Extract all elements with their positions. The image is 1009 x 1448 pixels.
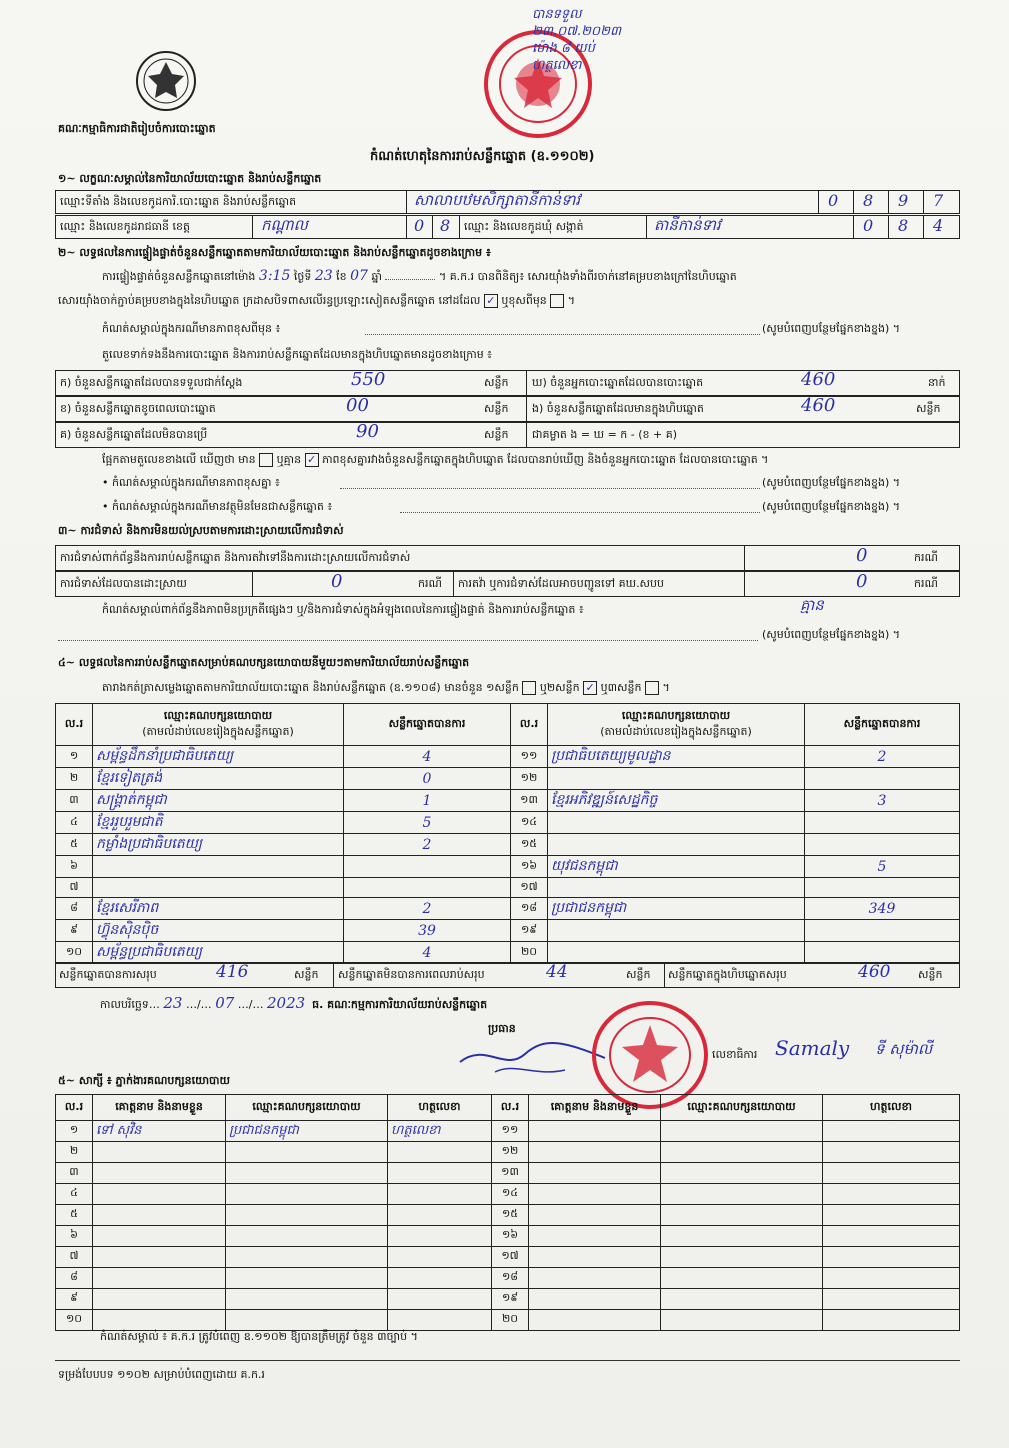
witness-name [529, 1289, 661, 1310]
sec1-row2 [55, 215, 960, 239]
witness-name [529, 1226, 661, 1247]
section-3-heading: ៣~ ការជំទាស់ និងការមិនយល់ស្របតាមការដោះស្រាយលើការជំទាស់ [58, 524, 344, 537]
day-label: ថ្ងៃទី [293, 270, 312, 283]
count-b-label: ខ) ចំនួនសន្លឹកឆ្នោតខូចពេលបោះឆ្នោត [60, 402, 216, 415]
date-label: កាលបរិច្ឆេទ [100, 998, 149, 1011]
secretary-name: ទី សុម៉ាលី [875, 1040, 933, 1058]
province-code-2: 8 [440, 216, 451, 235]
party-name: ហ៊្វុនស៊ិនប៉ិច [93, 920, 344, 942]
unit-sheet: សន្លឹក [484, 376, 509, 389]
unit-sheet: សន្លឹក [916, 402, 941, 415]
party-name: ខ្មែរអភិវឌ្ឍន៍សេដ្ឋកិច្ច [548, 790, 805, 812]
witness-signature [388, 1289, 492, 1310]
year-label: ឆ្នាំ [371, 270, 382, 283]
forwarded-count: 0 [856, 571, 868, 592]
count-formula: ជាគម្លាត ង = ឃ = ក - (ខ + គ) [532, 428, 677, 441]
table-row [56, 1184, 960, 1205]
party-name [548, 812, 805, 834]
total-invalid-label: សន្លឹកឆ្នោតមិនបានការពេលរាប់សរុប [338, 968, 485, 981]
changed-label: ឬខុសពីមុន [501, 294, 547, 307]
date-year: 2023 [266, 994, 306, 1012]
vote-count [805, 834, 960, 856]
table-row [56, 920, 960, 942]
fill-note-3: (សូមបំពេញបន្ថែមផ្នែកខាងខ្នង) ។ [762, 500, 901, 513]
commune-code-1: 0 [863, 216, 874, 235]
row-no: ១៥ [492, 1205, 529, 1226]
none-label: ឬគ្មាន [276, 453, 302, 466]
sign-committee: ធ. គណៈកម្មការការិយាល័យរាប់សន្លឹកឆ្នោត [312, 998, 488, 1011]
vote-count [805, 920, 960, 942]
count-c-label: គ) ចំនួនសន្លឹកឆ្នោតដែលមិនបានប្រើ [60, 428, 208, 441]
month-label: ខែ [336, 270, 347, 283]
table-row [56, 878, 960, 898]
station-code-4: 7 [933, 191, 944, 210]
party-name: ខ្មែរទៀតត្រង់ [93, 768, 344, 790]
section-1-heading: ១~ លក្ខណៈសម្គាល់នៃការិយាល័យបោះឆ្នោត និងរាប់សន្លឹកឆ្នោត [58, 172, 322, 185]
vote-count: 2 [344, 898, 511, 920]
row-no: ១៧ [492, 1247, 529, 1268]
stamp-note-line-1: បានទទួល [532, 7, 582, 22]
form-reference: ទម្រង់បែបបទ ១១០២ សម្រាប់បំពេញដោយ គ.ក.រ [58, 1368, 265, 1381]
witness-signature [823, 1289, 960, 1310]
unit-case: ករណី [914, 551, 938, 564]
party-name [548, 834, 805, 856]
total-valid-label: សន្លឹកឆ្នោតបានការសរុប [59, 968, 157, 981]
party-name [548, 920, 805, 942]
committee-name: គណៈកម្មាធិការជាតិរៀបចំការបោះឆ្នោត [58, 122, 216, 135]
row-no: ២០ [492, 1310, 529, 1331]
sheet-count-line: តារាងកត់ត្រាសម្លេងឆ្នោតតាមការិយាល័យបោះឆ្នោត និងរាប់សន្លឹកឆ្នោត (ឧ.១១០៨) មានចំនួន ១សន្លឹក ឬ២សន្លឹក ✓ ឬ៣សន្លឹក ។ [102, 681, 670, 694]
col-party-sub: (តាមលំដាប់លេខរៀងក្នុងសន្លឹកឆ្នោត) [600, 724, 752, 738]
party-name [548, 768, 805, 790]
vote-count: 0 [344, 768, 511, 790]
fill-note-2: (សូមបំពេញបន្ថែមផ្នែកខាងខ្នង) ។ [762, 476, 901, 489]
table-row [56, 768, 960, 790]
row-no: ៥ [56, 1205, 93, 1226]
section-5-heading: ៥~ សាក្សី ៖ ភ្នាក់ងារគណបក្សនយោបាយ [58, 1074, 231, 1087]
stamp-note-line-2: ២៣.០៧.២០២៣ [532, 24, 622, 39]
witness-name [529, 1121, 661, 1142]
witness-party [661, 1310, 823, 1331]
row-no: ១៥ [511, 834, 548, 856]
table-row [56, 898, 960, 920]
witness-name [93, 1310, 226, 1331]
nec-emblem-icon [135, 50, 197, 112]
count-d-value: 460 [801, 369, 836, 390]
row-no: ៨ [56, 898, 93, 920]
table-row [56, 746, 960, 768]
row-no: ១១ [511, 746, 548, 768]
witness-party [226, 1142, 388, 1163]
witness-party [661, 1163, 823, 1184]
witness-party [661, 1289, 823, 1310]
table-row [56, 790, 960, 812]
row-no: ១២ [511, 768, 548, 790]
witness-signature [388, 1163, 492, 1184]
party-name: ប្រជាធិបតេយ្យមូលដ្ឋាន [548, 746, 805, 768]
irregularity-note-label: កំណត់សម្គាល់ពាក់ព័ន្ធនឹងភាពមិនប្រក្រតីផ្សេងៗ ឬ/និងការជំទាស់ក្នុងអំឡុងពេលនៃការផ្ទៀងផ្ទាត់ និងការរាប់សន្លឹកឆ្នោត ៖ [102, 603, 584, 616]
row-no: ១៣ [492, 1163, 529, 1184]
witness-signature [388, 1184, 492, 1205]
irregularity-note-value: គ្មាន [800, 596, 824, 614]
witness-party [226, 1226, 388, 1247]
vote-count: 5 [805, 856, 960, 878]
witness-name [529, 1163, 661, 1184]
witness-party [661, 1205, 823, 1226]
table-row [56, 1163, 960, 1184]
col-party: ឈ្មោះគណបក្សនយោបាយ [226, 1095, 388, 1121]
complaint-row-1 [55, 545, 960, 571]
row-no: ១៦ [492, 1226, 529, 1247]
witness-party [661, 1268, 823, 1289]
date-day: 23 [163, 994, 183, 1012]
two-sheet-checkbox[interactable]: ✓ [583, 681, 597, 695]
row-no: ៦ [56, 1226, 93, 1247]
row-no: ១៣ [511, 790, 548, 812]
witness-name [529, 1205, 661, 1226]
count-a-label: ក) ចំនួនសន្លឹកឆ្នោតដែលបានទទួលជាក់ស្តែង [60, 376, 243, 389]
date-month: 07 [215, 994, 235, 1012]
party-name [93, 856, 344, 878]
sec1-row1 [55, 190, 960, 214]
bullet-diff-note: • កំណត់សម្គាល់ក្នុងករណីមានភាពខុសគ្នា ៖ [102, 476, 280, 489]
station-code-3: 9 [898, 191, 909, 210]
count-a-value: 550 [351, 369, 386, 390]
fill-note-1: (សូមបំពេញបន្ថែមផ្នែកខាងខ្នង) ។ [762, 322, 901, 335]
verify-day: 23 [314, 268, 333, 284]
col-no: ល.រ [492, 1095, 529, 1121]
row-no: ១៨ [492, 1268, 529, 1289]
row-no: ១ [56, 1121, 93, 1142]
witness-name [529, 1310, 661, 1331]
row-no: ១០ [56, 942, 93, 964]
table-row [56, 812, 960, 834]
row-no: ៤ [56, 1184, 93, 1205]
commune-code-3: 4 [933, 216, 944, 235]
total-box-label: សន្លឹកឆ្នោតក្នុងហិបឆ្នោតសរុប [668, 968, 787, 981]
complaint-row-2 [55, 571, 960, 597]
count-row-a [55, 370, 960, 396]
witness-signature [823, 1310, 960, 1331]
row-no: ៨ [56, 1268, 93, 1289]
party-name: ខ្មែររួបរួមជាតិ [93, 812, 344, 834]
change-note-label: កំណត់សម្គាល់ក្នុងករណីមានភាពខុសពីមុន ៖ [102, 322, 281, 335]
row-no: ៧ [56, 1247, 93, 1268]
col-party [548, 704, 805, 746]
vote-count: 1 [344, 790, 511, 812]
three-sheet-checkbox[interactable] [645, 681, 659, 695]
witness-party [661, 1142, 823, 1163]
vote-count: 2 [805, 746, 960, 768]
row-no: ៣ [56, 1163, 93, 1184]
vote-count [805, 878, 960, 898]
witness-name [93, 1268, 226, 1289]
intact-checkbox[interactable]: ✓ [484, 294, 498, 308]
witness-name [93, 1205, 226, 1226]
witness-signature [823, 1142, 960, 1163]
witness-name [529, 1184, 661, 1205]
witness-name [529, 1268, 661, 1289]
form-title: កំណត់ហេតុនៃការរាប់សន្លឹកឆ្នោត (ឧ.១១០២) [370, 149, 595, 164]
witness-party [226, 1184, 388, 1205]
witness-party [226, 1310, 388, 1331]
col-party-title: ឈ្មោះគណបក្សនយោបាយ [163, 708, 273, 722]
row-no: ២០ [511, 942, 548, 964]
col-no: ល.រ [56, 1095, 93, 1121]
no-diff-checkbox[interactable]: ✓ [305, 453, 319, 467]
vote-count: 2 [344, 834, 511, 856]
witness-signature [388, 1310, 492, 1331]
col-votes: សន្លឹកឆ្នោតបានការ [805, 704, 960, 746]
unit-sheet: សន្លឹក [484, 402, 509, 415]
witness-signature [823, 1226, 960, 1247]
witness-signature [388, 1205, 492, 1226]
witness-name [529, 1142, 661, 1163]
verify-line-2: សោរយ៉ាំងចាក់ភ្ជាប់គម្របខាងក្នុងនៃហិបឆ្នោត ក្រដាសបិទពាសលើរន្ធប្រឡោះសៀតសន្លឹកឆ្នោត នៅដដែល ✓ ឬខុសពីមុន ។ [58, 294, 576, 307]
table-row [56, 1289, 960, 1310]
col-no: ល.រ [511, 704, 548, 746]
table-row [56, 1268, 960, 1289]
resolved-count: 0 [331, 571, 343, 592]
unit-sheet: សន្លឹក [918, 968, 943, 981]
vote-count [805, 942, 960, 964]
forwarded-label: ការតវ៉ា ឬការជំទាស់ដែលអាចបញ្ជូនទៅ គឃ.សបប [458, 577, 664, 590]
section-2-heading: ២~ លទ្ធផលនៃការផ្ទៀងផ្ទាត់ចំនួនសន្លឹកឆ្នោតតាមការិយាល័យបោះឆ្នោត និងរាប់សន្លឹកឆ្នោតដូចខាងក្រោម ៖ [58, 246, 491, 259]
verify-time: 3:15 [258, 268, 291, 284]
received-note [532, 6, 621, 74]
col-votes: សន្លឹកឆ្នោតបានការ [344, 704, 511, 746]
secretary-signature: Samaly [775, 1036, 850, 1060]
witness-signature: ហត្ថលេខា [388, 1121, 492, 1142]
witness-name [93, 1142, 226, 1163]
witness-signature [388, 1142, 492, 1163]
party-name: សង្គ្រាត់កម្ពុជា [93, 790, 344, 812]
witness-name [93, 1289, 226, 1310]
vote-count: 39 [344, 920, 511, 942]
commune-code-2: 8 [898, 216, 909, 235]
date-line: កាលបរិច្ឆេទ… 23 …/… 07 …/… 2023 ធ. គណៈកម្មការការិយាល័យរាប់សន្លឹកឆ្នោត [100, 994, 488, 1012]
witness-signature [823, 1268, 960, 1289]
party-name: សម្ព័ន្ធប្រជាធិបតេយ្យ [93, 942, 344, 964]
chair-label: ប្រធាន [488, 1022, 516, 1035]
witness-signature [823, 1184, 960, 1205]
count-e-label: ង) ចំនួនសន្លឹកឆ្នោតដែលមានក្នុងហិបឆ្នោត [532, 402, 704, 415]
commune-label: ឈ្មោះ និងលេខកូដឃុំ សង្កាត់ [464, 220, 584, 233]
results-table [55, 703, 960, 964]
party-name [548, 942, 805, 964]
one-sheet-checkbox[interactable] [522, 681, 536, 695]
vote-count: 349 [805, 898, 960, 920]
row-no: ១២ [492, 1142, 529, 1163]
verify-time-label: ការផ្ទៀងផ្ទាត់ចំនួនសន្លឹកឆ្នោតនៅម៉ោង [102, 270, 256, 283]
table-row [56, 1205, 960, 1226]
row-no: ១ [56, 746, 93, 768]
row-no: ១៩ [511, 920, 548, 942]
witness-party [661, 1247, 823, 1268]
vote-count: 3 [805, 790, 960, 812]
witness-signature [388, 1268, 492, 1289]
unit-case: ករណី [418, 577, 442, 590]
table-row [56, 1142, 960, 1163]
col-no: ល.រ [56, 704, 93, 746]
row-no: ៤ [56, 812, 93, 834]
witness-party [226, 1205, 388, 1226]
verify-text: ។ គ.ក.រ បានពិនិត្យ៖ សោរយ៉ាំងទាំងពីរចាក់នៅគម្របខាងក្រៅនៃហិបឆ្នោត [438, 270, 737, 283]
row-no: ១៤ [511, 812, 548, 834]
party-name: យុវជនកម្ពុជា [548, 856, 805, 878]
col-party: ឈ្មោះគណបក្សនយោបាយ [661, 1095, 823, 1121]
row-no: ១៧ [511, 878, 548, 898]
complaint-label: ការជំទាស់ពាក់ព័ន្ធនឹងការរាប់សន្លឹកឆ្នោត និងការតវ៉ាទៅនឹងការដោះស្រាយលើការជំទាស់ [60, 551, 411, 564]
table-row [56, 834, 960, 856]
province-label: ឈ្មោះ និងលេខកូដរាជធានី ខេត្ត [60, 220, 190, 233]
province-name: កណ្តាល [261, 216, 308, 234]
has-diff-checkbox[interactable] [259, 453, 273, 467]
fill-note-4: (សូមបំពេញបន្ថែមផ្នែកខាងខ្នង) ។ [762, 628, 901, 641]
count-row-b [55, 396, 960, 422]
vote-count [805, 812, 960, 834]
section-4-heading: ៤~ លទ្ធផលនៃការរាប់សន្លឹកឆ្នោតសម្រាប់គណបក្សនយោបាយនីមួយៗតាមការិយាល័យរាប់សន្លឹកឆ្នោត [58, 656, 470, 669]
row-no: ១១ [492, 1121, 529, 1142]
witness-signature [823, 1247, 960, 1268]
witness-name [93, 1184, 226, 1205]
count-e-value: 460 [801, 395, 836, 416]
witness-signature [823, 1121, 960, 1142]
row-no: ៥ [56, 834, 93, 856]
table-row [56, 856, 960, 878]
row-no: ៣ [56, 790, 93, 812]
witness-party [661, 1121, 823, 1142]
diff-text: ភាពខុសគ្នារវាងចំនួនសន្លឹកឆ្នោតក្នុងហិបឆ្នោត ដែលបានរាប់ឃើញ និងចំនួនអ្នកបោះឆ្នោត ដែលបានបោះឆ្នោត ។ [322, 453, 769, 466]
count-b-value: 00 [346, 395, 369, 416]
table-row [56, 1121, 960, 1142]
secretary-label: លេខាធិការ [712, 1048, 758, 1061]
unit-sheet: សន្លឹក [626, 968, 651, 981]
station-code-1: 0 [828, 191, 839, 210]
unit-sheet: សន្លឹក [294, 968, 319, 981]
col-party-sub: (តាមលំដាប់លេខរៀងក្នុងសន្លឹកឆ្នោត) [142, 724, 294, 738]
row-no: ១៩ [492, 1289, 529, 1310]
vote-count [805, 768, 960, 790]
diff-line [102, 453, 768, 469]
row-no: ៦ [56, 856, 93, 878]
count-row-c [55, 422, 960, 448]
stamp-note-line-4: ហត្ថលេខា [532, 58, 582, 73]
vote-count: 4 [344, 746, 511, 768]
witness-table [55, 1094, 960, 1331]
counts-intro: តួលេខទាក់ទងនឹងការបោះឆ្នោត និងការរាប់សន្លឹកឆ្នោតដែលមានក្នុងហិបឆ្នោតមានដូចខាងក្រោម ៖ [102, 348, 493, 361]
commune-name: តានីកាន់ទាវ [654, 216, 721, 234]
verify-line-1 [102, 268, 737, 286]
col-name: គោត្តនាម និងនាមខ្លួន [529, 1095, 661, 1121]
witness-name [93, 1163, 226, 1184]
col-sign: ហត្ថលេខា [388, 1095, 492, 1121]
seal-text: សោរយ៉ាំងចាក់ភ្ជាប់គម្របខាងក្នុងនៃហិបឆ្នោត ក្រដាសបិទពាសលើរន្ធប្រឡោះសៀតសន្លឹកឆ្នោត នៅដដែល [58, 294, 481, 307]
table-row [56, 1310, 960, 1331]
two-sheet-label: ឬ២សន្លឹក [539, 681, 580, 694]
party-name: កម្លាំងប្រជាធិបតេយ្យ [93, 834, 344, 856]
table-row [56, 942, 960, 964]
witness-party: ប្រជាជនកម្ពុជា [226, 1121, 388, 1142]
footer-note: កំណត់សម្គាល់ ៖ គ.ក.រ ត្រូវបំពេញ ឧ.១១០២ ឱ្យបានត្រឹមត្រូវ ចំនួន ៣ច្បាប់ ។ [100, 1330, 418, 1343]
station-code-2: 8 [863, 191, 874, 210]
total-box: 460 [858, 962, 891, 982]
bullet-object-note: • កំណត់សម្គាល់ក្នុងករណីមានវត្ថុមិនមែនជាសន្លឹកឆ្នោត ៖ [102, 500, 333, 513]
row-no: ១៨ [511, 898, 548, 920]
row-no: ១០ [56, 1310, 93, 1331]
col-sign: ហត្ថលេខា [823, 1095, 960, 1121]
row-no: ៩ [56, 920, 93, 942]
witness-party [661, 1184, 823, 1205]
party-name: ប្រជាជនកម្ពុជា [548, 898, 805, 920]
party-name: សម្ព័ន្ធដឹកនាំប្រជាធិបតេយ្យ [93, 746, 344, 768]
col-party-title: ឈ្មោះគណបក្សនយោបាយ [621, 708, 731, 722]
unit-sheet: សន្លឹក [484, 428, 509, 441]
witness-signature [388, 1226, 492, 1247]
sheet-count-intro: តារាងកត់ត្រាសម្លេងឆ្នោតតាមការិយាល័យបោះឆ្នោត និងរាប់សន្លឹកឆ្នោត (ឧ.១១០៨) មានចំនួន ១សន្លឹក [102, 681, 519, 694]
witness-name [93, 1247, 226, 1268]
party-name [93, 878, 344, 898]
vote-count: 4 [344, 942, 511, 964]
row-no: ៩ [56, 1289, 93, 1310]
province-code-1: 0 [414, 216, 425, 235]
vote-count: 5 [344, 812, 511, 834]
total-invalid: 44 [546, 962, 568, 982]
witness-party [226, 1268, 388, 1289]
row-no: ២ [56, 768, 93, 790]
col-party [93, 704, 344, 746]
witness-party [661, 1226, 823, 1247]
row-no: ១៤ [492, 1184, 529, 1205]
verify-month: 07 [350, 268, 368, 284]
totals-row [55, 962, 960, 988]
row-no: ២ [56, 1142, 93, 1163]
unit-case: ករណី [914, 577, 938, 590]
three-sheet-label: ឬ៣សន្លឹក [600, 681, 642, 694]
witness-name [529, 1247, 661, 1268]
resolved-label: ការជំទាស់ដែលបានដោះស្រាយ [60, 577, 187, 590]
party-name [548, 878, 805, 898]
changed-checkbox[interactable] [550, 294, 564, 308]
diff-label: ផ្អែកតាមតួលេខខាងលើ ឃើញថា មាន [102, 453, 256, 466]
witness-signature [388, 1247, 492, 1268]
col-name: គោត្តនាម និងនាមខ្លួន [93, 1095, 226, 1121]
witness-party [226, 1163, 388, 1184]
total-valid: 416 [216, 962, 249, 982]
unit-person: នាក់ [928, 376, 946, 389]
witness-name [93, 1226, 226, 1247]
vote-count [344, 878, 511, 898]
witness-name: ទៅ សុវិន [93, 1121, 226, 1142]
table-row [56, 1226, 960, 1247]
party-name: ខ្មែរសេរីភាព [93, 898, 344, 920]
row-no: ៧ [56, 878, 93, 898]
complaint-count: 0 [856, 545, 868, 566]
witness-signature [823, 1163, 960, 1184]
station-label: ឈ្មោះទីតាំង និងលេខកូដការិ.បោះឆ្នោត និងរាប់សន្លឹកឆ្នោត [60, 195, 297, 208]
table-row [56, 1247, 960, 1268]
stamp-note-line-3: ម៉ោង ៨ យប់ [532, 41, 595, 56]
witness-signature [823, 1205, 960, 1226]
count-d-label: ឃ) ចំនួនអ្នកបោះឆ្នោតដែលបានបោះឆ្នោត [532, 376, 704, 389]
station-name: សាលាបឋមសិក្សាតានីកាន់ទាវ [414, 191, 581, 209]
witness-party [226, 1289, 388, 1310]
vote-count [344, 856, 511, 878]
witness-party [226, 1247, 388, 1268]
count-c-value: 90 [356, 421, 379, 442]
row-no: ១៦ [511, 856, 548, 878]
